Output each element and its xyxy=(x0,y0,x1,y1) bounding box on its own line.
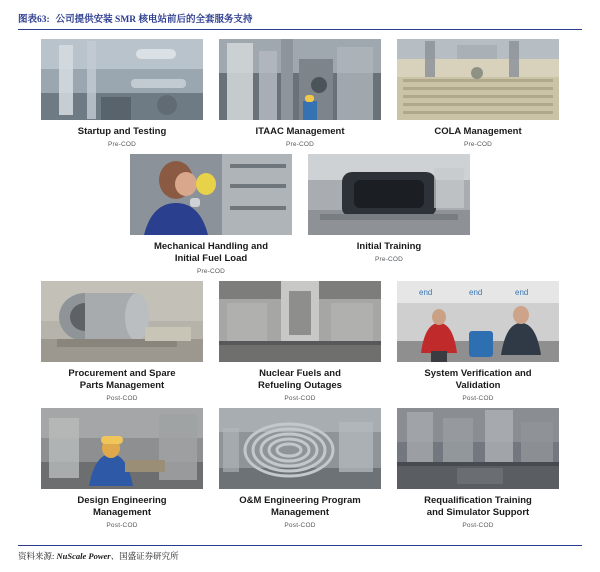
card-stage: Post-COD xyxy=(284,395,316,402)
card-stage: Pre-COD xyxy=(196,268,226,275)
card-stage: Post-COD xyxy=(462,522,494,529)
thumbnail-welding-worker xyxy=(41,408,203,489)
thumbnail-two-workers xyxy=(397,281,559,362)
card-stage: Post-COD xyxy=(106,395,138,402)
card-itaac-management[interactable] xyxy=(219,39,381,148)
card-title: Initial Training xyxy=(356,241,422,252)
card-stage: Post-COD xyxy=(462,395,494,402)
source-name: NuScale Power xyxy=(56,551,111,561)
card-title: Design Engineering Management xyxy=(77,495,167,518)
thumbnail-control-console xyxy=(308,154,470,235)
card-title: ITAAC Management xyxy=(255,126,345,137)
source-tail: 、国盛证券研究所 xyxy=(110,551,179,561)
card-stage: Pre-COD xyxy=(285,141,315,148)
card-design-engineering-management[interactable] xyxy=(41,408,203,529)
card-stage: Pre-COD xyxy=(463,141,493,148)
card-title: COLA Management xyxy=(434,126,522,137)
card-om-engineering-program-management[interactable] xyxy=(219,408,381,529)
card-row xyxy=(18,408,582,529)
card-stage: Pre-COD xyxy=(107,141,137,148)
svg-text:end: end xyxy=(469,288,483,297)
figure-header xyxy=(18,0,582,25)
footer-divider xyxy=(18,545,582,546)
card-title: Startup and Testing xyxy=(77,126,167,137)
thumbnail-machine-press xyxy=(219,281,381,362)
card-cola-management[interactable] xyxy=(397,39,559,148)
card-startup-and-testing[interactable] xyxy=(41,39,203,148)
card-nuclear-fuels-and-refueling-outages[interactable] xyxy=(219,281,381,402)
card-initial-training[interactable] xyxy=(308,154,470,275)
card-row xyxy=(18,39,582,148)
thumbnail-worker-helmet xyxy=(130,154,292,235)
svg-text:end: end xyxy=(515,288,529,297)
card-title: Nuclear Fuels and Refueling Outages xyxy=(258,368,342,391)
thumbnail-coiled-metal xyxy=(219,408,381,489)
thumbnail-industrial-piping xyxy=(41,39,203,120)
card-mechanical-handling-and-initial-fuel-load[interactable] xyxy=(130,154,292,275)
figure-title: 公司提供安装 SMR 核电站前后的全套服务支持 xyxy=(55,15,253,25)
figure-label: 图表63: xyxy=(18,15,50,25)
source-label: 资料来源: xyxy=(18,551,55,561)
thumbnail-plant-equipment xyxy=(219,39,381,120)
thumbnail-reactor-hall xyxy=(397,39,559,120)
card-title: System Verification and Validation xyxy=(424,368,532,391)
card-title: Mechanical Handling and Initial Fuel Load xyxy=(153,241,269,264)
card-stage: Post-COD xyxy=(284,522,316,529)
cards-grid xyxy=(18,30,582,529)
card-row xyxy=(18,281,582,402)
thumbnail-workshop-floor xyxy=(397,408,559,489)
card-title: Requalification Training and Simulator Support xyxy=(424,495,532,518)
card-procurement-and-spare-parts-management[interactable] xyxy=(41,281,203,402)
card-title: O&M Engineering Program Management xyxy=(239,495,361,518)
card-title: Procurement and Spare Parts Management xyxy=(68,368,176,391)
source-line xyxy=(18,550,582,562)
svg-text:end: end xyxy=(419,288,433,297)
card-system-verification-and-validation[interactable] xyxy=(397,281,559,402)
card-stage: Pre-COD xyxy=(374,256,404,263)
card-row xyxy=(18,154,582,275)
card-requalification-training-and-simulator-support[interactable] xyxy=(397,408,559,529)
card-stage: Post-COD xyxy=(106,522,138,529)
thumbnail-steel-cylinder xyxy=(41,281,203,362)
figure-footer xyxy=(18,545,582,562)
